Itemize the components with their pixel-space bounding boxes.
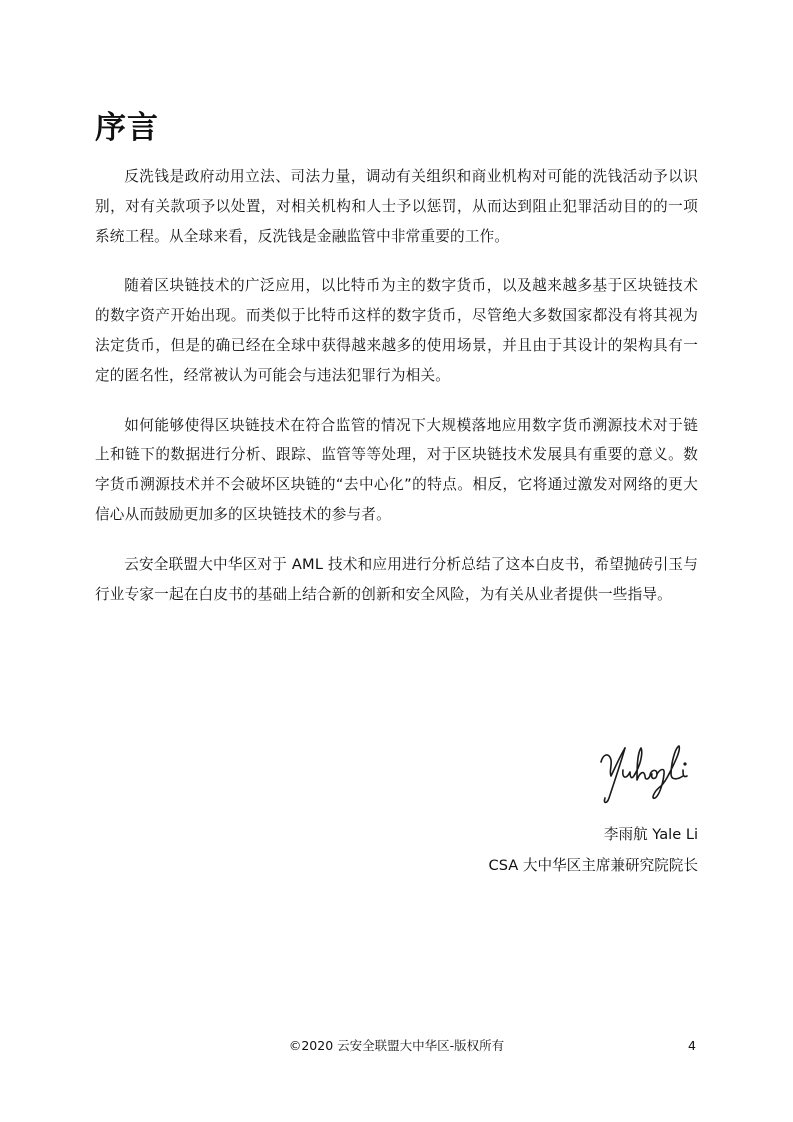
paragraph-3: 如何能够使得区块链技术在符合监管的情况下大规模落地应用数字货币溯源技术对于链上和链下的数据进行分析、跟踪、监管等等处理，对于区块链技术发展具有重要的意义。数字货币溯源技术并不会破坏区块链的“去中心化”的特点。相反，它将通过激发对网络的更大信心从而鼓励更加多的区块链技术的参与者。 — [95, 416, 698, 523]
paragraph-2: 随着区块链技术的广泛应用，以比特币为主的数字货币，以及越来越多基于区块链技术的数字资产开始出现。而类似于比特币这样的数字货币，尽管绝大多数国家都没有将其视为法定货币，但是的确已经在全球中获得越来越多的使用场景，并且由于其设计的架构具有一定的匿名性，经常被认为可能会与违法犯罪行为相关。 — [95, 277, 698, 384]
paragraph-1: 反洗钱是政府动用立法、司法力量，调动有关组织和商业机构对可能的洗钱活动予以识别，对有关款项予以处置，对相关机构和人士予以惩罚，从而达到阻止犯罪活动目的的一项系统工程。从全球来看，反洗钱是金融监管中非常重要的工作。 — [95, 168, 698, 245]
body-text — [95, 162, 698, 629]
author-name: 李雨航 Yale Li — [603, 826, 698, 843]
page-title: 序言 — [95, 110, 159, 146]
author-title: CSA 大中华区主席兼研究院院长 — [488, 857, 698, 874]
page-number: 4 — [688, 1038, 696, 1053]
handwritten-signature — [595, 740, 695, 808]
paragraph-4: 云安全联盟大中华区对于 AML 技术和应用进行分析总结了这本白皮书，希望抛砖引玉与行业专家一起在白皮书的基础上结合新的创新和安全风险，为有关从业者提供一些指导。 — [95, 555, 698, 603]
footer-copyright: ©2020 云安全联盟大中华区-版权所有 — [288, 1038, 505, 1053]
